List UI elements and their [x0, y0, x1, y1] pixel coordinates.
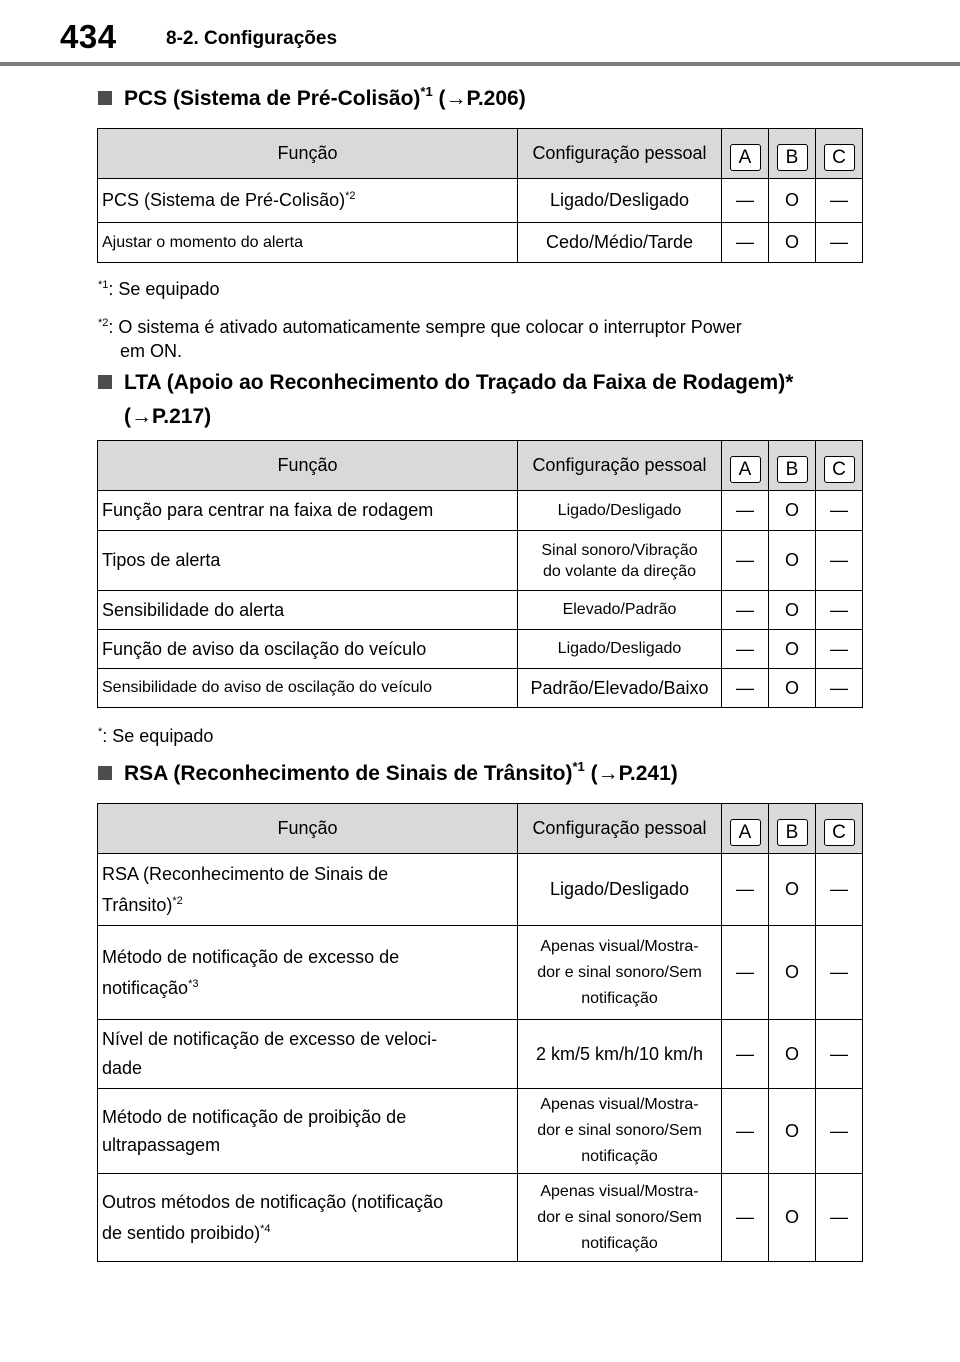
lta-settings-table — [97, 440, 863, 708]
header-b: B — [777, 144, 808, 171]
page-number: 434 — [60, 18, 117, 55]
header-a: A — [730, 819, 761, 846]
chapter-title: 8-2. Configurações — [166, 28, 338, 49]
header-c: C — [824, 819, 855, 846]
header-a: A — [730, 456, 761, 483]
table-row: Método de notificação de proibição de ultrapassagem Apenas visual/Mostra- dor e sinal sonoro/Sem notificação — O — — [98, 1089, 863, 1174]
square-bullet-icon — [98, 375, 112, 389]
header-c: C — [824, 144, 855, 171]
header-b: B — [777, 456, 808, 483]
header-rule — [0, 62, 960, 66]
square-bullet-icon — [98, 766, 112, 780]
footnote: *: Se equipado — [98, 726, 214, 746]
table-row: Tipos de alerta Sinal sonoro/Vibração do volante da direção — O — — [98, 531, 863, 591]
table-row: Sensibilidade do alerta Elevado/Padrão — O — — [98, 591, 863, 630]
table-row: PCS (Sistema de Pré-Colisão)$^{*2}$ Ligado/Desligado — O — — [98, 179, 863, 223]
square-bullet-icon — [98, 91, 112, 105]
header-function: Função — [98, 441, 518, 491]
header-function: Função — [98, 804, 518, 854]
table-header-row — [98, 441, 863, 491]
pcs-settings-table — [97, 128, 863, 263]
table-row: Sensibilidade do aviso de oscilação do veículo Padrão/Elevado/Baixo — O — — [98, 669, 863, 708]
header-b: B — [777, 819, 808, 846]
table-row: Nível de notificação de excesso de veloci- dade 2 km/5 km/h/10 km/h — O — — [98, 1020, 863, 1089]
header-setting: Configuração pessoal — [518, 129, 722, 179]
table-header-row — [98, 804, 863, 854]
table-row: RSA (Reconhecimento de Sinais de Trânsito)$^{*2}$ Ligado/Desligado — O — — [98, 854, 863, 926]
section-title-rsa: RSA (Reconhecimento de Sinais de Trânsito)$^{*1}$ (→P.241) — [98, 757, 678, 791]
header-a: A — [730, 144, 761, 171]
section-title-lta: LTA (Apoio ao Reconhecimento do Traçado da Faixa de Rodagem)* (→P.217) — [98, 366, 793, 434]
table-row: Método de notificação de excesso de notificação$^{*3}$ Apenas visual/Mostra- dor e sinal sonoro/Sem notificação — O — — [98, 926, 863, 1020]
table-header-row — [98, 129, 863, 179]
table-row: Ajustar o momento do alerta Cedo/Médio/Tarde — O — — [98, 223, 863, 263]
footnote: $^{*1}$: Se equipado — [98, 279, 220, 299]
section-title-pcs: PCS (Sistema de Pré-Colisão)$^{*1}$ (→P.206) — [98, 82, 526, 116]
table-row: Função de aviso da oscilação do veículo Ligado/Desligado — O — — [98, 630, 863, 669]
rsa-settings-table — [97, 803, 863, 1262]
header-c: C — [824, 456, 855, 483]
table-row: Função para centrar na faixa de rodagem Ligado/Desligado — O — — [98, 491, 863, 531]
table-row: Outros métodos de notificação (notificação de sentido proibido)$^{*4}$ Apenas visual/Mostra- dor e sinal sonoro/Sem notificação — O — — [98, 1174, 863, 1262]
footnote: $^{*2}$: O sistema é ativado automaticamente sempre que colocar o interruptor Power em ON. — [98, 317, 742, 361]
header-function: Função — [98, 129, 518, 179]
header-setting: Configuração pessoal — [518, 441, 722, 491]
header-setting: Configuração pessoal — [518, 804, 722, 854]
page-header — [0, 0, 960, 66]
